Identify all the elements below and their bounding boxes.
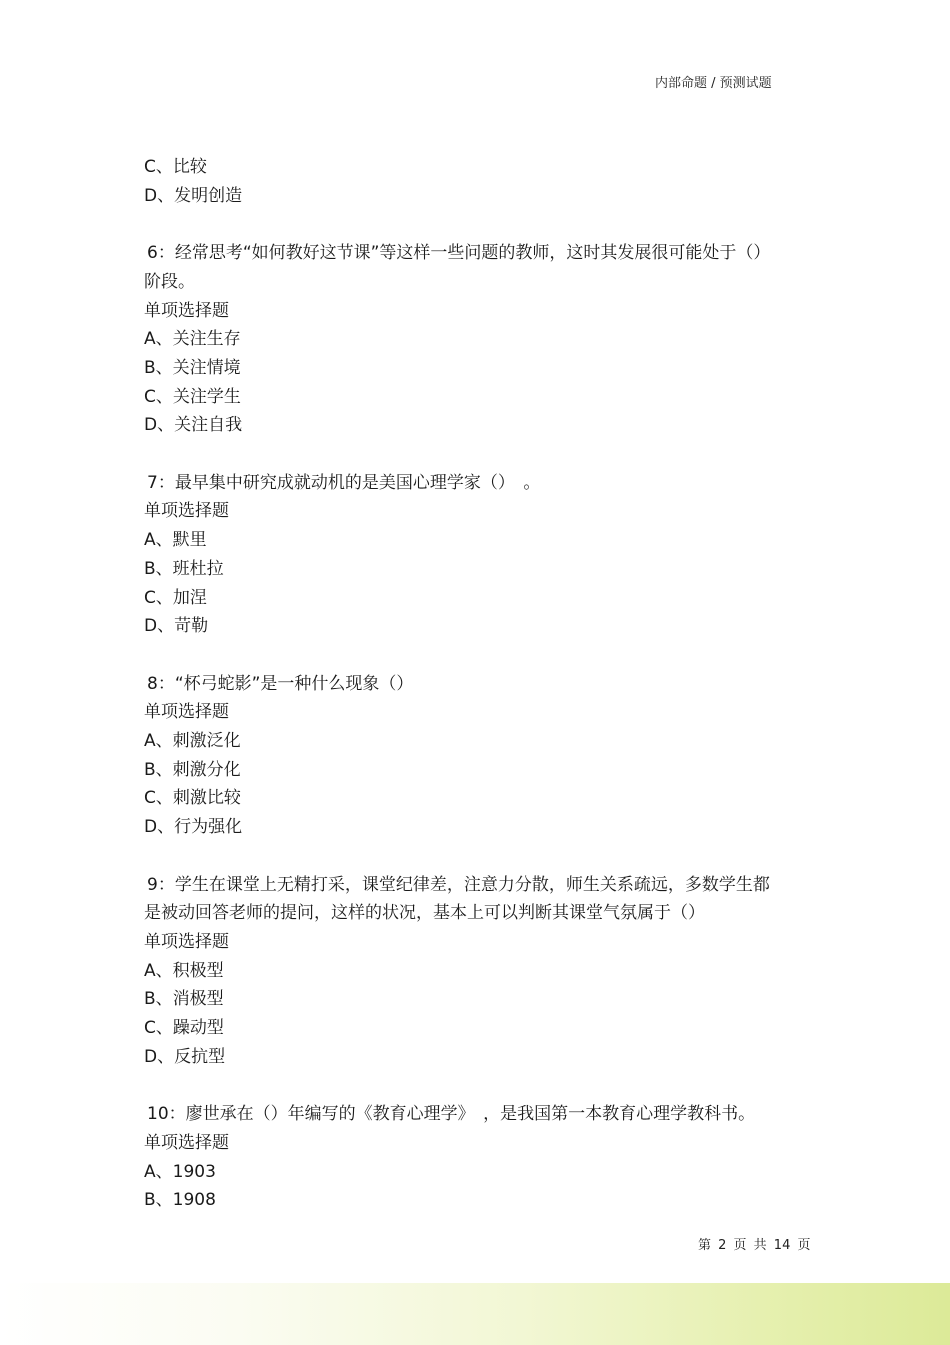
option: D、苛勒 [144, 616, 209, 637]
option: C、加涅 [144, 587, 207, 608]
option: B、1908 [144, 1190, 216, 1211]
spacer [144, 210, 784, 239]
prev-option: D、发明创造 [144, 185, 243, 206]
question-type: 单项选择题 [144, 702, 229, 723]
question-6 [144, 239, 784, 440]
question-content [144, 153, 784, 1215]
page-footer: 第 2 页 共 14 页 [698, 1238, 811, 1253]
option: D、反抗型 [144, 1046, 226, 1067]
spacer [144, 842, 784, 871]
decorative-bottom-band [0, 1283, 950, 1345]
option: C、关注学生 [144, 386, 241, 407]
prev-option: C、比较 [144, 157, 207, 177]
option: A、默里 [144, 530, 207, 551]
spacer [144, 641, 784, 670]
question-text: 6：经常思考“如何教好这节课”等这样一些问题的教师，这时其发展很可能处于（）阶段。 [144, 243, 771, 292]
question-10 [144, 1100, 784, 1215]
question-text: 10：廖世承在（）年编写的《教育心理学》 ，是我国第一本教育心理学教科书。 [147, 1104, 756, 1125]
question-text: 7：最早集中研究成就动机的是美国心理学家（） 。 [147, 472, 541, 493]
option: A、刺激泛化 [144, 731, 241, 752]
option: C、躁动型 [144, 1018, 224, 1039]
option: B、关注情境 [144, 357, 241, 378]
option: D、行为强化 [144, 817, 243, 838]
option: A、积极型 [144, 960, 224, 981]
question-8 [144, 670, 784, 842]
question-text: 9：学生在课堂上无精打采，课堂纪律差，注意力分散，师生关系疏远，多数学生都是被动回答老师的提问，这样的状况，基本上可以判断其课堂气氛属于（） [144, 874, 770, 924]
spacer [144, 440, 784, 469]
question-type: 单项选择题 [144, 931, 229, 952]
option: B、消极型 [144, 989, 224, 1010]
question-type: 单项选择题 [144, 501, 229, 522]
option: B、班杜拉 [144, 558, 224, 579]
spacer [144, 1071, 784, 1100]
option: A、关注生存 [144, 329, 241, 350]
question-7 [144, 469, 784, 641]
question-type: 单项选择题 [144, 300, 229, 321]
question-text: 8：“杯弓蛇影”是一种什么现象（） [147, 673, 414, 694]
option: B、刺激分化 [144, 759, 241, 780]
option: D、关注自我 [144, 415, 243, 436]
page-header: 内部命题 / 预测试题 [655, 76, 772, 91]
question-type: 单项选择题 [144, 1132, 229, 1153]
option: A、1903 [144, 1161, 216, 1182]
option: C、刺激比较 [144, 788, 241, 809]
question-9 [144, 871, 784, 1072]
